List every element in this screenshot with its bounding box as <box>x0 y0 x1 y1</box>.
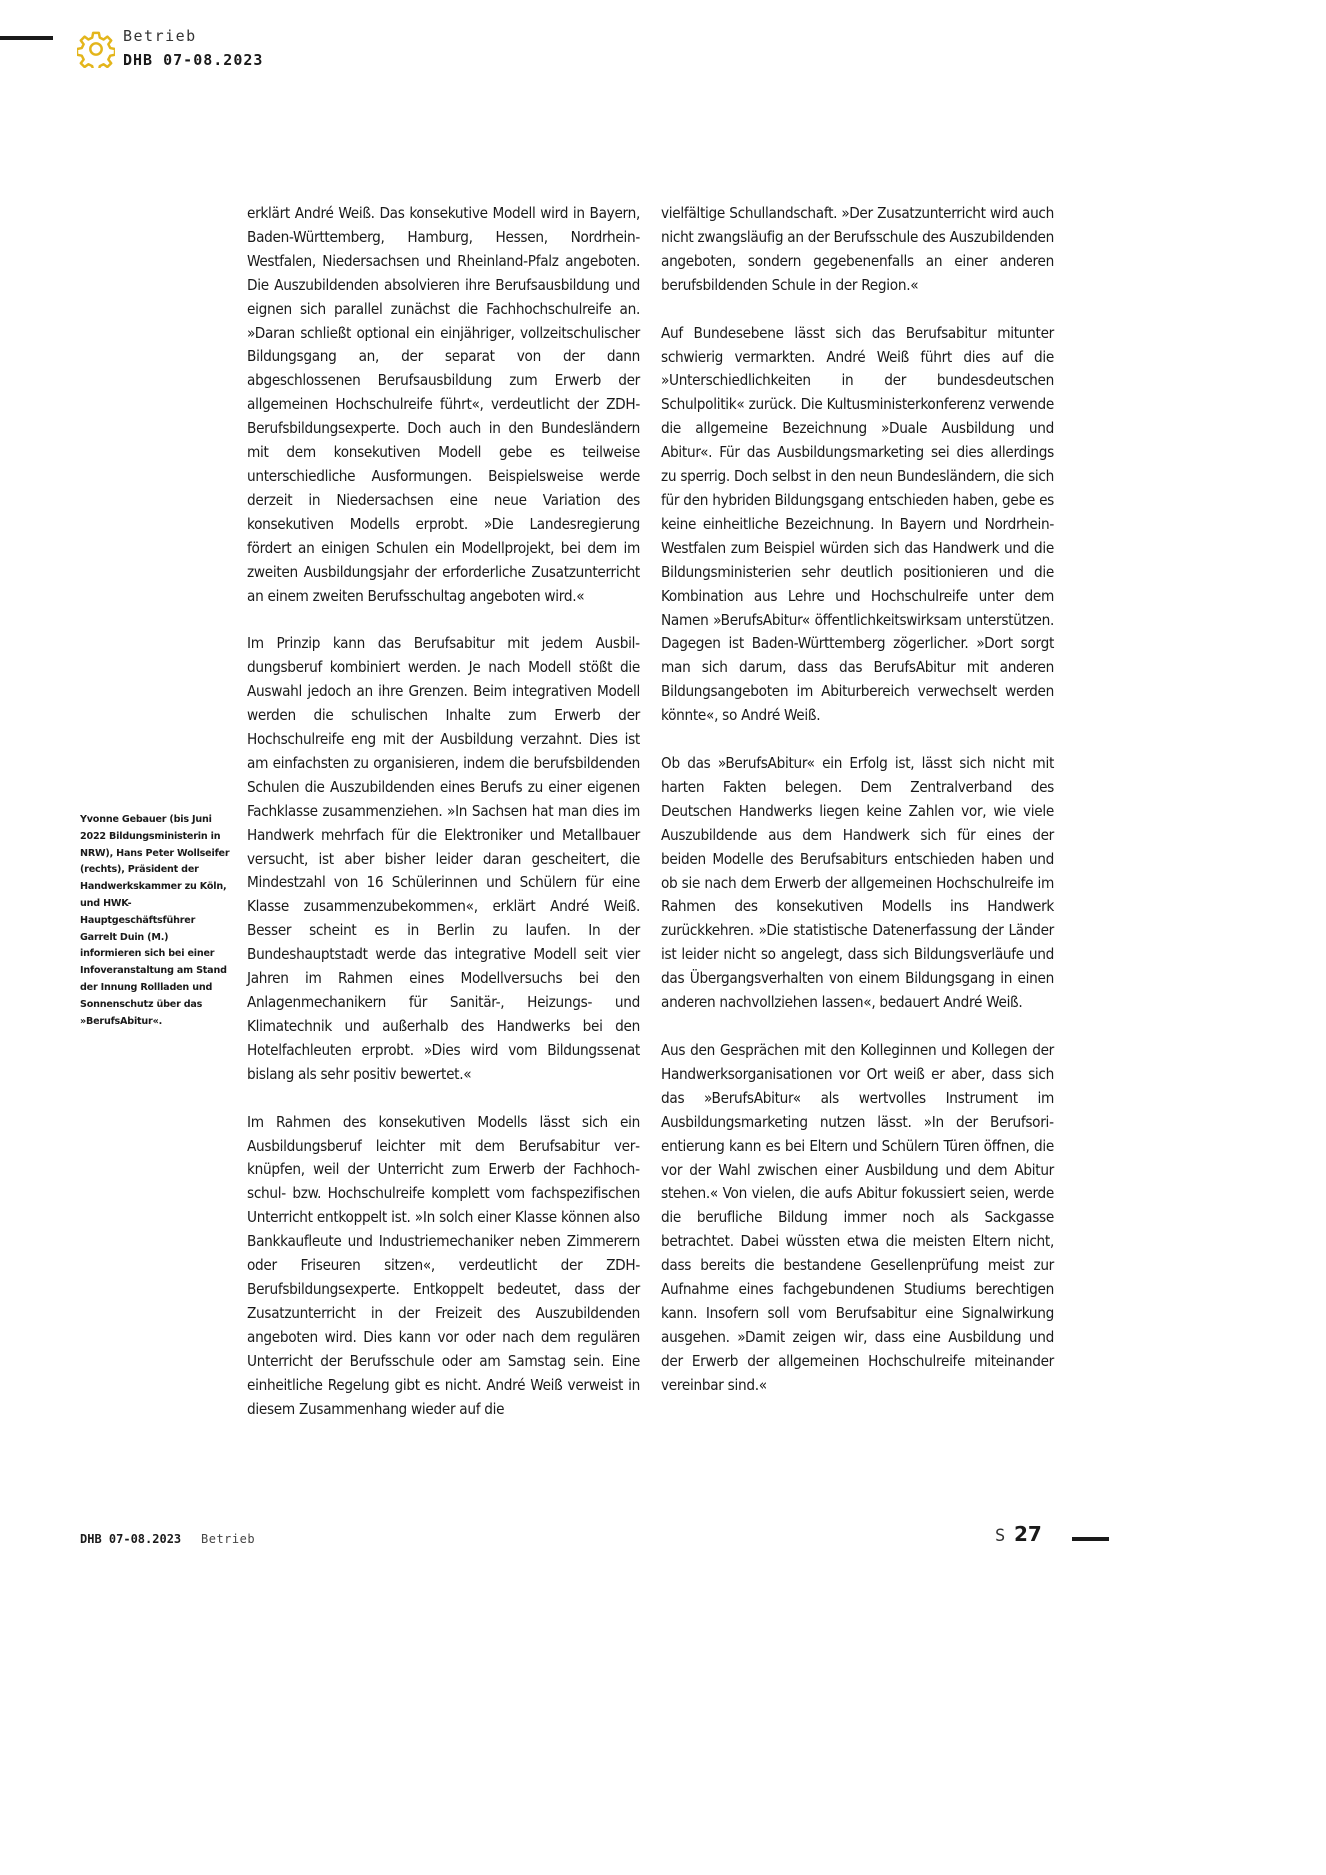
paragraph: Ob das »BerufsAbitur« ein Erfolg ist, lässt sich nicht mit harten Fakten belegen. Dem Zentralverband des Deutschen Handwerks liegen keine Zahlen vor, wie viele Auszubildende aus dem Handwerk sich für eines der beiden Modelle des Berufsabiturs entschieden haben und ob sie nach dem Erwerb der allgemeinen Hochschulreife im Rahmen des konsekutiven Modells ins Handwerk zurückkehren. »Die statistische Datenerfassung der Länder ist leider nicht so angelegt, dass sich Bildungsverläufe und das Übergangsverhalten von einem Bildungsgang in einen anderen nachvollziehen lassen«, bedauert André Weiß. <box>661 754 1054 1012</box>
footer-rule <box>1072 1537 1109 1541</box>
page-prefix: S <box>995 1526 1006 1546</box>
paragraph: vielfältige Schullandschaft. »Der Zusatzunterricht wird auch nicht zwangsläufig an der Berufsschule des Auszubildenden angeboten, sondern gegebenenfalls an einer anderen berufsbildenden Schule in der Region.« <box>661 204 1055 294</box>
photo-caption: Yvonne Gebauer (bis Juni 2022 Bildungsministerin in NRW), Hans Peter Wollseifer (rechts), Präsident der Handwerkskammer zu Köln, und HWK-Hauptgeschäftsführer Garrelt Duin (M.) informieren sich bei einer Infoveranstaltung am Stand der Innung Rollladen und Sonnenschutz über das »BerufsAbitur«. <box>80 814 230 1027</box>
footer-section: Betrieb <box>201 1532 256 1546</box>
paragraph: erklärt André Weiß. Das konsekutive Modell wird in Bayern, Baden-Württemberg, Hamburg, Hessen, Nordrhein-Westfalen, Niedersachsen und Rheinland-Pfalz angeboten. Die Auszubildenden absolvieren ihre Berufsausbildung und eignen sich parallel zunächst die Fachhochschulreife an. »Daran schließt optional ein einjähriger, vollzeitschulischer Bildungsgang an, der separat von der dann abgeschlossenen Berufsausbildung zum Erwerb der allgemeinen Hochschulreife führt«, verdeutlicht der ZDH-Berufsbildungsexperte. Doch auch in den Bundesländern mit dem konsekutiven Modell gebe es teilweise unterschiedliche Ausformungen. Beispielsweise werde derzeit in Niedersachsen eine neue Variation des konsekutiven Modells erprobt. »Die Landesregierung fördert an einigen Schulen ein Modellprojekt, bei dem im zweiten Ausbildungsjahr der erforderliche Zusatzunterricht an einem zweiten Berufsschultag angeboten wird.« <box>247 204 640 605</box>
paragraph: Aus den Gesprächen mit den Kolleginnen und Kollegen der Handwerksorganisationen vor Ort weiß er aber, dass sich das »BerufsAbitur« als wertvolles Instrument im Ausbildungsmarketing nutzen lässt. »In der Berufsorientierung kann es bei Eltern und Schülern Türen öffnen, die vor der Wahl zwischen einer Ausbildung und dem Abitur stehen.« Von vielen, die aufs Abitur fokussiert seien, werde die berufliche Bildung immer noch als Sackgasse betrachtet. Dabei wüssten etwa die meisten Eltern nicht, dass bereits die bestandene Gesellenprüfung meist zur Aufnahme eines fachgebundenen Studiums berechtigen kann. Insofern soll vom Berufsabitur eine Signalwirkung ausgehen. »Damit zeigen wir, dass eine Ausbildung und der Erwerb der allgemeinen Hochschulreife miteinander vereinbar sind.« <box>661 1041 1054 1394</box>
paragraph: Im Rahmen des konsekutiven Modells lässt sich ein Ausbildungsberuf leichter mit dem Berufsabitur verknüpfen, weil der Unterricht zum Erwerb der Fachhochschul- bzw. Hochschulreife komplett vom fachspezifischen Unterricht entkoppelt ist. »In solch einer Klasse können also Bankkaufleute und Industriemechaniker neben Zimmerern oder Friseuren sitzen«, verdeutlicht der ZDH-Berufsbildungsexperte. Entkoppelt bedeutet, dass der Zusatzunterricht in der Freizeit des Auszubildenden angeboten wird. Dies kann vor oder nach dem regulären Unterricht der Berufsschule oder am Samstag sein. Eine einheitliche Regelung gibt es nicht. André Weiß verweist in diesem Zusammenhang wieder auf die <box>247 1112 640 1418</box>
gear-icon <box>77 30 115 68</box>
paragraph: Im Prinzip kann das Berufsabitur mit jedem Ausbildungsberuf kombiniert werden. Je nach Modell stößt die Auswahl jedoch an ihre Grenzen. Beim integrativen Modell werden die schulischen Inhalte zum Erwerb der Hochschulreife eng mit der Ausbildung verzahnt. Dies ist am einfachsten zu organisieren, indem die berufsbildenden Schulen die Auszubildenden eines Berufs zu einer eigenen Fachklasse zusammenziehen. »In Sachsen hat man dies im Handwerk mehrfach für die Elektroniker und Metallbauer versucht, ist aber bisher leider daran gescheitert, die Mindestzahl von 16 Schülerinnen und Schülern für eine Klasse zusammenzubekommen«, erklärt André Weiß. Besser scheint es in Berlin zu laufen. In der Bundeshauptstadt werde das integrative Modell seit vier Jahren im Rahmen eines Modellversuchs bei den Anlagenmechanikern für Sanitär-, Heizungs- und Klimatechnik und außerhalb des Handwerks bei den Hotelfachleuten erprobt. »Dies wird vom Bildungssenat bislang als sehr positiv bewertet.« <box>247 634 640 1083</box>
header-issue: DHB 07-08.2023 <box>123 51 264 69</box>
page-number: 27 <box>1014 1522 1042 1546</box>
header-section: Betrieb <box>123 27 197 45</box>
paragraph: Auf Bundesebene lässt sich das Berufsabitur mitunter schwierig vermarkten. André Weiß führt dies auf die »Unterschiedlichkeiten in der bundesdeutschen Schulpolitik« zurück. Die Kultusministerkonferenz verwende die allgemeine Bezeichnung »Duale Ausbildung und Abitur«. Für das Ausbildungsmarketing sei dies allerdings zu sperrig. Doch selbst in den neun Bundesländern, die sich für den hybriden Bildungsgang entschieden haben, gebe es keine einheitliche Bezeichnung. In Bayern und Nordrhein-Westfalen zum Beispiel würden sich das Handwerk und die Bildungsministerien sehr deutlich positionieren und die Kombination aus Lehre und Hochschulreife unter dem Namen »BerufsAbitur« öffentlichkeitswirksam unterstützen. Dagegen ist Baden-Württemberg zögerlicher. »Dort sorgt man sich darum, dass das BerufsAbitur mit anderen Bildungsangeboten im Abiturbereich verwechselt werden könnte«, so André Weiß. <box>661 323 1054 725</box>
footer-issue: DHB 07-08.2023 <box>80 1532 182 1546</box>
text-column-left <box>247 202 640 1445</box>
header-rule <box>0 36 53 40</box>
text-column-right <box>661 202 1054 1422</box>
